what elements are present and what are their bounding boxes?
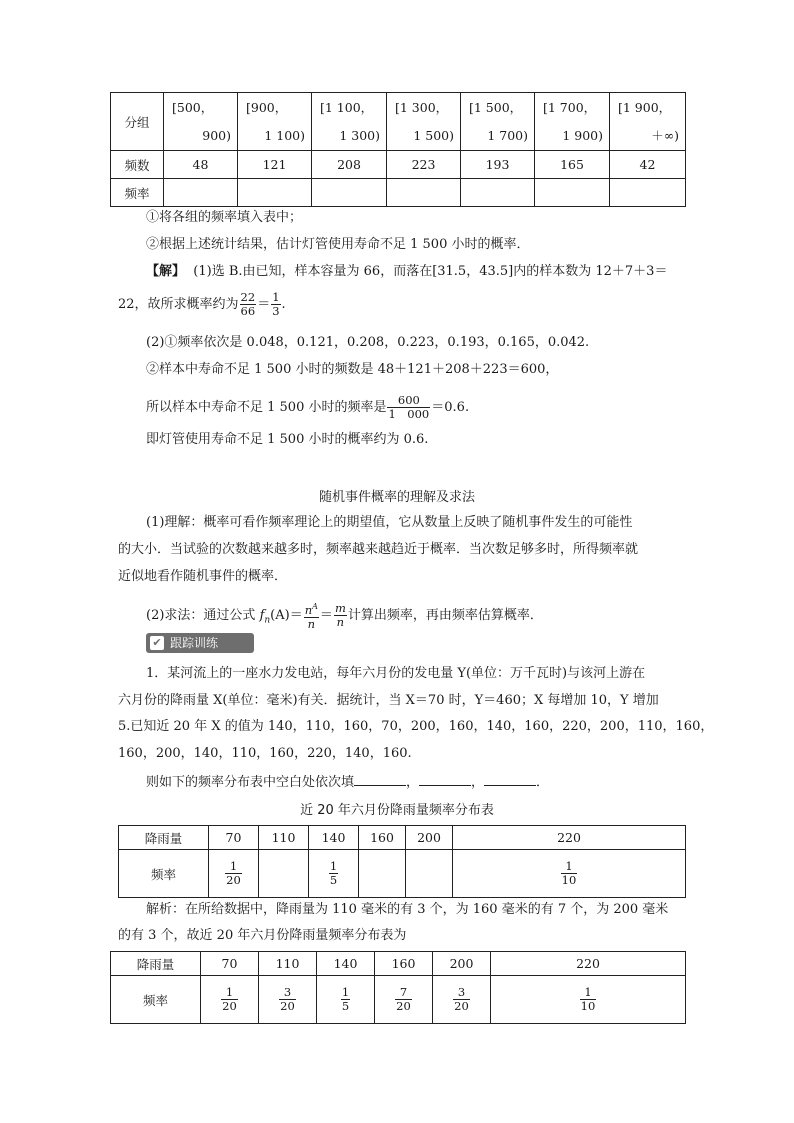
fraction: $\frac{3}{20}$ bbox=[454, 985, 469, 1013]
fraction: $\frac{22}{66}$ bbox=[240, 290, 256, 318]
rain-cell: 140 bbox=[317, 952, 375, 976]
count-cell: 193 bbox=[461, 151, 535, 179]
table-header-cell: 降雨量 bbox=[119, 826, 209, 850]
group-cell: [1 500， 1 700) bbox=[461, 93, 535, 151]
fraction: $\frac{1}{5}$ bbox=[341, 985, 350, 1013]
exercise-line-4: 160，200，140，110，160，220，140，160. bbox=[118, 746, 412, 761]
count-cell: 42 bbox=[610, 151, 686, 179]
freq-cell bbox=[309, 850, 359, 898]
answer-blank[interactable] bbox=[484, 772, 536, 786]
badge-label: 跟踪训练 bbox=[170, 636, 219, 650]
count-cell: 48 bbox=[164, 151, 238, 179]
freq-cell bbox=[259, 976, 317, 1024]
fraction: $\frac{3}{20}$ bbox=[280, 985, 295, 1013]
rain-cell: 200 bbox=[433, 952, 491, 976]
fraction: $\frac{600}{1 000}$ bbox=[388, 393, 430, 421]
solution-text: (1)选 B.由已知，样本容量为 66，而落在[31.5，43.5]内的样本数为 12＋7＋3＝ bbox=[193, 264, 668, 279]
table-caption: 近 20 年六月份降雨量频率分布表 bbox=[300, 803, 494, 818]
exercise-line-3: 5.已知近 20 年 X 的值为 140，110，160，70，200，160，140，160，220，200，110，160， bbox=[118, 719, 714, 734]
empty-cell bbox=[259, 850, 309, 898]
solution-line-1 bbox=[146, 262, 667, 282]
fraction: $\frac{m}{n}$ bbox=[334, 600, 346, 629]
rainfall-table-blank bbox=[118, 825, 686, 898]
empty-cell bbox=[461, 179, 535, 207]
exercise-line-1: 1．某河流上的一座水力发电站，每年六月份的发电量 Y(单位：万千瓦时)与该河上游在 bbox=[146, 666, 646, 681]
empty-cell bbox=[312, 179, 387, 207]
table-row bbox=[111, 952, 686, 976]
count-cell: 165 bbox=[535, 151, 610, 179]
fraction: $\frac{1}{20}$ bbox=[222, 985, 237, 1013]
freq-cell bbox=[375, 976, 433, 1024]
fraction: $\frac{n^A}{n}$ bbox=[304, 602, 318, 631]
empty-cell bbox=[359, 850, 406, 898]
empty-cell bbox=[387, 179, 461, 207]
rain-cell: 220 bbox=[491, 952, 686, 976]
analysis-line-1: 解析：在所给数据中，降雨量为 110 毫米的有 3 个，为 160 毫米的有 7 个，为 200 毫米 bbox=[146, 902, 669, 917]
answer-blank[interactable] bbox=[354, 772, 406, 786]
solution-line-2: 22，故所求概率约为 $\frac{22}{66}$ ＝ $\frac{1}{3}$ . bbox=[118, 290, 286, 318]
table-row bbox=[119, 826, 686, 850]
group-cell: [900， 1 100) bbox=[238, 93, 312, 151]
group-cell: [500， 900) bbox=[164, 93, 238, 151]
empty-cell bbox=[610, 179, 686, 207]
rain-cell: 140 bbox=[309, 826, 359, 850]
rain-cell: 70 bbox=[209, 826, 259, 850]
rain-cell: 160 bbox=[375, 952, 433, 976]
group-cell: [1 300， 1 500) bbox=[387, 93, 461, 151]
exercise-line-5: 则如下的频率分布表中空白处依次填 ， ， ． bbox=[146, 772, 549, 793]
freq-cell bbox=[491, 976, 686, 1024]
question-1: ①将各组的频率填入表中； bbox=[146, 210, 303, 225]
formula-line: (2)求法：通过公式 $f_n(A)=$ $\frac{n^A}{n}$ ＝ $\frac{m}{n}$ 计算出频率，再由频率估算概率． bbox=[146, 600, 543, 631]
freq-cell bbox=[201, 976, 259, 1024]
group-cell: [1 900， ＋∞) bbox=[610, 93, 686, 151]
rainfall-table-answer bbox=[110, 951, 686, 1024]
fraction: $\frac{1}{20}$ bbox=[226, 859, 241, 887]
solution-line-3: (2)①频率依次是 0.048，0.121，0.208，0.223，0.193，0.165，0.042. bbox=[146, 335, 590, 350]
table-row bbox=[111, 151, 686, 179]
rain-cell: 110 bbox=[259, 952, 317, 976]
analysis-line-2: 的有 3 个，故近 20 年六月份降雨量频率分布表为 bbox=[118, 928, 407, 943]
solution-line-5: 所以样本中寿命不足 1 500 小时的频率是 $\frac{600}{1 000}$ ＝0.6. bbox=[146, 393, 470, 421]
empty-cell bbox=[164, 179, 238, 207]
solution-line-6: 即灯管使用寿命不足 1 500 小时的概率约为 0.6. bbox=[146, 432, 429, 447]
group-cell: [1 100， 1 300) bbox=[312, 93, 387, 151]
solution-text: 所以样本中寿命不足 1 500 小时的频率是 bbox=[146, 400, 387, 415]
table-header-cell: 分组 bbox=[111, 93, 164, 151]
freq-cell bbox=[317, 976, 375, 1024]
fraction: $\frac{1}{5}$ bbox=[329, 859, 338, 887]
table-row bbox=[111, 179, 686, 207]
question-2: ②根据上述统计结果，估计灯管使用寿命不足 1 500 小时的概率． bbox=[146, 237, 530, 252]
rain-cell: 220 bbox=[453, 826, 686, 850]
rain-cell: 70 bbox=[201, 952, 259, 976]
answer-blank[interactable] bbox=[419, 772, 471, 786]
table-header-cell: 频率 bbox=[111, 976, 201, 1024]
check-icon: ✔ bbox=[150, 636, 164, 650]
solution-tag: 【解】 bbox=[146, 264, 186, 279]
empty-cell bbox=[238, 179, 312, 207]
fraction: $\frac{1}{3}$ bbox=[272, 290, 280, 318]
fraction: $\frac{1}{10}$ bbox=[561, 859, 577, 887]
freq-cell bbox=[453, 850, 686, 898]
rain-cell: 160 bbox=[359, 826, 406, 850]
section-line-1: (1)理解：概率可看作频率理论上的期望值，它从数量上反映了随机事件发生的可能性 bbox=[146, 515, 633, 530]
table-header-cell: 频率 bbox=[119, 850, 209, 898]
table-header-cell: 降雨量 bbox=[111, 952, 201, 976]
table-header-cell: 频率 bbox=[111, 179, 164, 207]
solution-line-4: ②样本中寿命不足 1 500 小时的频数是 48＋121＋208＋223＝600， bbox=[146, 362, 559, 377]
practice-badge bbox=[146, 633, 254, 653]
fraction: $\frac{7}{20}$ bbox=[396, 985, 411, 1013]
freq-cell bbox=[209, 850, 259, 898]
group-cell: [1 700， 1 900) bbox=[535, 93, 610, 151]
solution-text: 22，故所求概率约为 bbox=[118, 297, 239, 312]
empty-cell bbox=[406, 850, 453, 898]
section-title: 随机事件概率的理解及求法 bbox=[318, 490, 475, 505]
count-cell: 223 bbox=[387, 151, 461, 179]
count-cell: 121 bbox=[238, 151, 312, 179]
section-line-2: 的大小．当试验的次数越来越多时，频率越来越趋近于概率．当次数足够多时，所得频率就 bbox=[118, 542, 639, 557]
exercise-line-2: 六月份的降雨量 X(单位：毫米)有关．据统计，当 X＝70 时，Y＝460；X 每增加 10，Y 增加 bbox=[118, 693, 659, 708]
rain-cell: 110 bbox=[259, 826, 309, 850]
freq-cell bbox=[433, 976, 491, 1024]
rain-cell: 200 bbox=[406, 826, 453, 850]
section-line-3: 近似地看作随机事件的概率． bbox=[118, 569, 288, 584]
table-row bbox=[111, 976, 686, 1024]
count-cell: 208 bbox=[312, 151, 387, 179]
table-header-cell: 频数 bbox=[111, 151, 164, 179]
table-row bbox=[119, 850, 686, 898]
lifespan-table bbox=[110, 92, 686, 207]
fraction: $\frac{1}{10}$ bbox=[580, 985, 596, 1013]
empty-cell bbox=[535, 179, 610, 207]
table-row bbox=[111, 93, 686, 151]
